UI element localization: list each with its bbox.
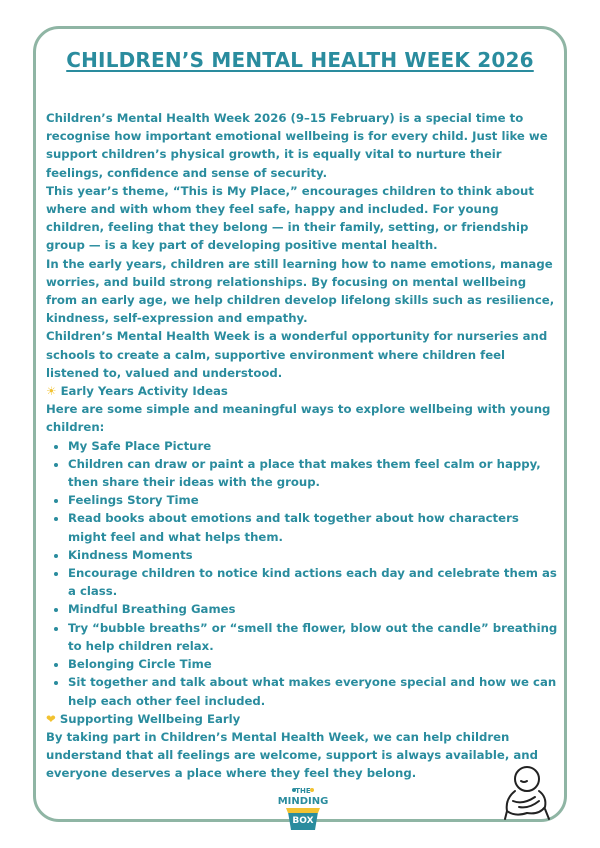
sun-icon: ☀ bbox=[46, 384, 57, 399]
list-item: • Kindness Moments bbox=[68, 546, 558, 564]
list-item: • Read books about emotions and talk together about how characters might feel and what helps them. bbox=[68, 509, 558, 545]
supporting-heading bbox=[46, 710, 558, 728]
activities-intro: Here are some simple and meaningful ways to explore wellbeing with young children: bbox=[46, 402, 551, 435]
list-item: • Children can draw or paint a place that makes them feel calm or happy, then share their ideas with the group. bbox=[68, 455, 558, 491]
activities-list bbox=[46, 437, 558, 710]
supporting-paragraph: By taking part in Children’s Mental Health Week, we can help children understand that all feelings are welcome, support is always available, and everyone deserves a place where they feel they belong. bbox=[46, 729, 538, 781]
list-item: • Try “bubble breaths” or “smell the flower, blow out the candle” breathing to help children relax. bbox=[68, 619, 558, 655]
heart-icon: ❤ bbox=[46, 711, 56, 726]
opportunity-paragraph: Children’s Mental Health Week is a wonderful opportunity for nurseries and schools to create a calm, supportive environment where children feel listened to, valued and understood. bbox=[46, 329, 548, 380]
early-years-paragraph: In the early years, children are still learning how to name emotions, manage worries, and build strong relationships. By focusing on mental wellbeing from an early age, we help children develop lifelong skills such as resilience, kindness, self-expression and empathy. bbox=[46, 256, 555, 326]
list-item: • Mindful Breathing Games bbox=[68, 600, 558, 618]
activities-heading bbox=[46, 382, 558, 400]
theme-paragraph: This year’s theme, “This is My Place,” encourages children to think about where and with whom they feel safe, happy and included. For young children, feeling that they belong — in their family, setting, or friendship group — is a key part of developing positive mental health. bbox=[46, 183, 534, 253]
logo-text-the: THE bbox=[295, 787, 311, 795]
list-item: • Sit together and talk about what makes everyone special and how we can help each other feel included. bbox=[68, 673, 558, 709]
intro-paragraph: Children’s Mental Health Week 2026 (9–15 February) is a special time to recognise how important emotional wellbeing is for every child. Just like we support children’s physical growth, it is equally vital to nurture their feelings, confidence and sense of security. bbox=[46, 111, 548, 180]
logo-text-box: BOX bbox=[292, 816, 314, 826]
list-item: • My Safe Place Picture bbox=[68, 437, 558, 455]
list-item: • Belonging Circle Time bbox=[68, 655, 558, 673]
self-hug-icon bbox=[495, 757, 559, 821]
logo-text-minding: MINDING bbox=[278, 796, 328, 807]
page-title: CHILDREN’S MENTAL HEALTH WEEK 2026 bbox=[66, 48, 534, 72]
list-item: • Feelings Story Time bbox=[68, 491, 558, 509]
minding-box-logo bbox=[278, 784, 328, 832]
list-item: • Encourage children to notice kind actions each day and celebrate them as a class. bbox=[68, 564, 558, 600]
activities-heading-text: Early Years Activity Ideas bbox=[60, 384, 228, 399]
supporting-heading-text: Supporting Wellbeing Early bbox=[59, 711, 241, 726]
article-body bbox=[46, 109, 558, 783]
